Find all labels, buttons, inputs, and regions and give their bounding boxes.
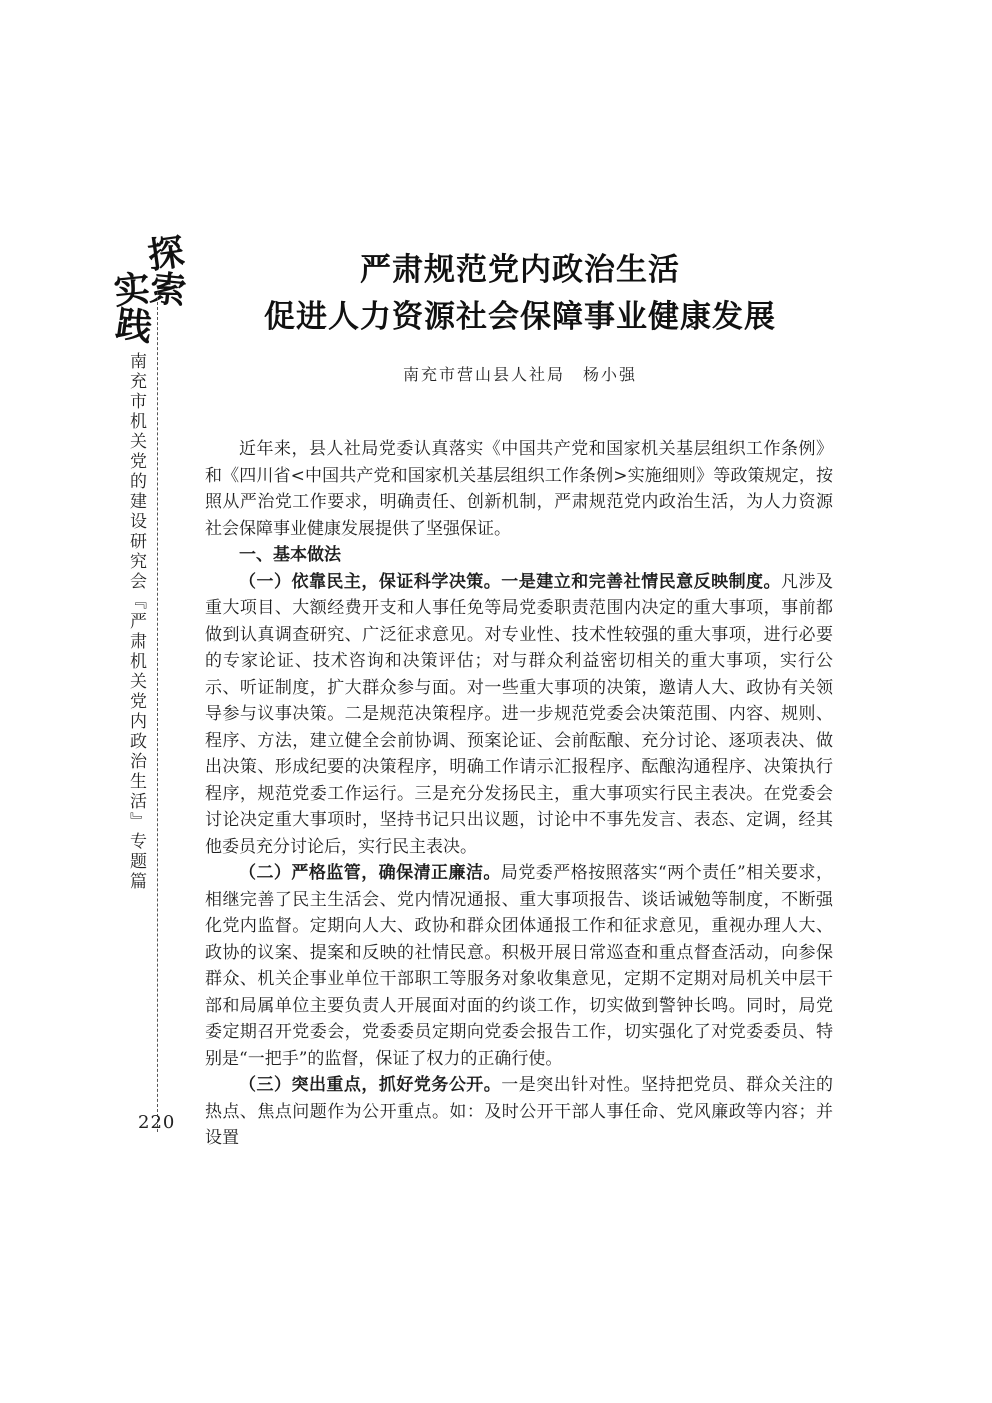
logo-char-tan: 探 bbox=[145, 230, 187, 278]
article-author: 南充市营山县人社局 杨小强 bbox=[402, 365, 637, 384]
paragraph-3-text: 一是突出针对性。坚持把党员、群众关注的热点、焦点问题作为公开重点。如：及时公开干部人事任命、党风廉政等内容；并设置 bbox=[205, 1075, 834, 1148]
paragraph-3-lead: （三）突出重点，抓好党务公开。 bbox=[239, 1075, 502, 1095]
paragraph-1-lead: （一）依靠民主，保证科学决策。一是建立和完善社情民意反映制度。 bbox=[239, 571, 782, 592]
intro-paragraph: 近年来，县人社局党委认真落实《中国共产党和国家机关基层组织工作条例》和《四川省<中国共产党和国家机关基层组织工作条例>实施细则》等政策规定，按照从严治党工作要求，明确责任、创新机制，严肃规范党内政治生活，为人力资源社会保障事业健康发展提供了坚强保证。 bbox=[205, 439, 833, 539]
article-title-line2: 促进人力资源社会保障事业健康发展 bbox=[264, 299, 776, 335]
logo-char-shi: 实 bbox=[111, 267, 153, 313]
paragraph-2-text: 局党委严格按照落实“两个责任”相关要求，相继完善了民主生活会、党内情况通报、重大事项报告、谈话诫勉等制度，不断强化党内监督。定期向人大、政协和群众团体通报工作和征求意见，重视办理人大、政协的议案、提案和反映的社情民意。积极开展日常巡查和重点督查活动，向参保群众、机关企事业单位干部职工等服务对象收集意见，定期不定期对局机关中层干部和局属单位主要负责人开展面对面的约谈工作，切实做到警钟长鸣。同时，局党委定期召开党委会，党委委员定期向党委会报告工作，切实强化了对党委委员、特别是“一把手”的监督，保证了权力的正确行使。 bbox=[205, 863, 833, 1069]
article-title-line1: 严肃规范党内政治生活 bbox=[360, 252, 680, 288]
article-body bbox=[205, 436, 833, 1152]
dashed-divider bbox=[157, 292, 158, 1132]
logo-char-suo: 索 bbox=[147, 267, 189, 313]
paragraph-1-text: 凡涉及重大项目、大额经费开支和人事任免等局党委职责范围内决定的重大事项，事前都做到认真调查研究、广泛征求意见。对专业性、技术性较强的重大事项，进行必要的专家论证、技术咨询和决策评估；对与群众利益密切相关的重大事项，实行公示、听证制度，扩大群众参与面。对一些重大事项的决策，邀请人大、政协有关领导参与议事决策。二是规范决策程序。进一步规范党委会决策范围、内容、规则、程序、方法，建立健全会前协调、预案论证、会前酝酿、充分讨论、逐项表决、做出决策、形成纪要的决策程序，明确工作请示汇报程序、酝酿沟通程序、决策执行程序，规范党委工作运行。三是充分发扬民主，重大事项实行民主表决。在党委会讨论决定重大事项时，坚持书记只出议题，讨论中不事先发言、表态、定调，经其他委员充分讨论后，实行民主表决。 bbox=[205, 571, 834, 857]
column-title-vertical: 南充市机关党的建设研究会『严肃机关党内政治生活』专题篇 bbox=[126, 352, 146, 892]
paragraph-1 bbox=[205, 569, 833, 861]
paragraph-2-lead: （二）严格监管，确保清正廉洁。 bbox=[239, 863, 501, 883]
section-heading: 一、基本做法 bbox=[239, 545, 341, 565]
page-number: 220 bbox=[138, 1112, 176, 1133]
sidebar bbox=[111, 230, 189, 1132]
paragraph-3 bbox=[205, 1072, 833, 1152]
paragraph-2 bbox=[205, 860, 833, 1072]
logo-char-jian: 践 bbox=[113, 302, 155, 350]
